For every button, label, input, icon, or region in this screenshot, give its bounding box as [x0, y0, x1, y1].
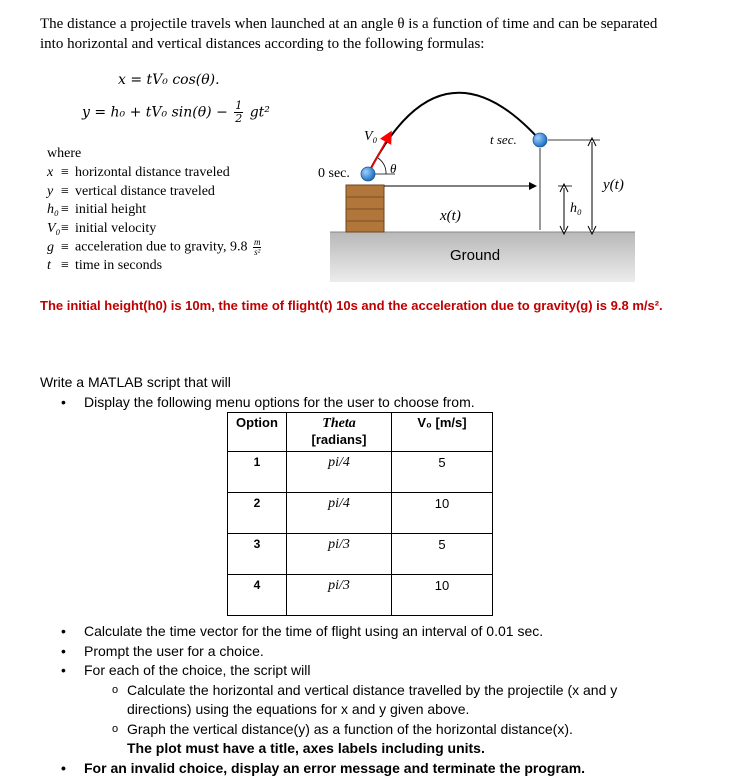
v0-label: V₀: [364, 129, 378, 144]
formula-y-start: y = h₀ + tV₀ sin(θ) −: [82, 105, 228, 121]
definition-t: [47, 257, 263, 276]
symbol: y: [47, 183, 61, 202]
list-item: [64, 661, 617, 681]
equiv: ≡: [61, 257, 75, 276]
bullet-display-menu: [64, 394, 748, 410]
formula-y-end: gt²: [250, 105, 270, 121]
start-ball: [361, 167, 375, 181]
definition-text: time in seconds: [75, 258, 162, 273]
cell-v0: 10: [392, 493, 493, 534]
symbol: t: [47, 257, 61, 276]
unit-denominator: s²: [253, 248, 262, 257]
table-row: [228, 575, 493, 616]
launch-tower: [346, 185, 384, 232]
cell-v0: 10: [392, 575, 493, 616]
cell-theta: pi/3: [287, 575, 392, 616]
cell-theta: pi/4: [287, 452, 392, 493]
bullet-dot: •: [61, 394, 66, 410]
table-row: [228, 493, 493, 534]
list-item-text: Prompt the user for a choice.: [84, 643, 264, 659]
definition-text: horizontal distance traveled: [75, 165, 230, 180]
cell-theta: pi/3: [287, 534, 392, 575]
sub-bullet: o: [112, 681, 118, 701]
bullet-dot: •: [61, 759, 66, 778]
table-row: [228, 534, 493, 575]
formula-fraction: [234, 100, 243, 125]
theta-label: θ: [390, 161, 397, 176]
definition-g: [47, 238, 263, 257]
bullet-dot: •: [61, 642, 66, 662]
ground-label: Ground: [450, 247, 500, 264]
definition-h0: [47, 201, 263, 220]
sub-item-text: The plot must have a title, axes labels including units.: [127, 740, 485, 756]
cell-option: 3: [228, 534, 287, 575]
sub-list-item: [64, 720, 617, 740]
end-ball: [533, 133, 547, 147]
list-item-text: For an invalid choice, display an error message and terminate the program.: [84, 760, 585, 776]
requirements-list: [64, 622, 617, 778]
unit-fraction: [253, 238, 262, 257]
equiv: ≡: [61, 201, 75, 220]
definition-text: vertical distance traveled: [75, 184, 215, 199]
cell-option: 1: [228, 452, 287, 493]
header-v0: V₀ [m/s]: [392, 413, 493, 452]
t1-label: t sec.: [490, 132, 517, 147]
definition-y: [47, 183, 263, 202]
definition-text: initial velocity: [75, 221, 156, 236]
list-item: [64, 622, 617, 642]
header-theta: [287, 413, 392, 452]
sub-list-item: [64, 681, 617, 701]
list-item: [64, 759, 617, 778]
yt-label: y(t): [601, 177, 624, 193]
symbol: x: [47, 164, 61, 183]
where-heading: where: [47, 146, 81, 162]
cell-option: 4: [228, 575, 287, 616]
header-theta-text: Theta: [322, 416, 355, 431]
definition-v0: [47, 220, 263, 239]
sub-list-item-cont: [64, 700, 617, 720]
fraction-numerator: 1: [234, 100, 243, 113]
t0-label: 0 sec.: [318, 166, 350, 181]
bullet-text: Display the following menu options for the user to choose from.: [84, 394, 475, 410]
sub-item-text: directions) using the equations for x and y given above.: [127, 701, 469, 717]
projectile-diagram: [300, 62, 640, 282]
cell-v0: 5: [392, 534, 493, 575]
cell-v0: 5: [392, 452, 493, 493]
xt-label: x(t): [439, 208, 461, 224]
formula-x: x = tV₀ cos(θ).: [118, 72, 220, 88]
instruction-heading: Write a MATLAB script that will: [40, 374, 231, 390]
equiv: ≡: [61, 239, 75, 258]
definition-x: [47, 164, 263, 183]
bullet-dot: •: [61, 622, 66, 642]
table-row: [228, 452, 493, 493]
list-item: [64, 642, 617, 662]
sub-bullet: o: [112, 720, 118, 740]
definition-text: initial height: [75, 202, 146, 217]
menu-options-table: [227, 412, 493, 616]
header-option: Option: [228, 413, 287, 452]
definitions-list: [47, 164, 263, 276]
h0-label: h₀: [570, 201, 582, 216]
symbol: V₀: [47, 220, 61, 239]
formula-y: [82, 100, 270, 125]
unit-numerator: m: [253, 238, 262, 248]
cell-option: 2: [228, 493, 287, 534]
definition-text: acceleration due to gravity, 9.8: [75, 240, 247, 255]
equiv: ≡: [61, 183, 75, 202]
fraction-denominator: 2: [234, 113, 243, 125]
bullet-dot: •: [61, 661, 66, 681]
intro-paragraph: The distance a projectile travels when launched at an angle θ is a function of time and can be separated into horizontal and vertical distances according to the following formulas:: [40, 14, 680, 54]
equiv: ≡: [61, 164, 75, 183]
sub-list-item-bold: [64, 739, 617, 759]
header-theta-unit: [radians]: [312, 432, 367, 447]
given-values: The initial height(h0) is 10m, the time of flight(t) 10s and the acceleration due to gravity(g) is 9.8 m/s².: [40, 296, 680, 315]
symbol: g: [47, 239, 61, 258]
list-item-text: Calculate the time vector for the time of flight using an interval of 0.01 sec.: [84, 623, 543, 639]
angle-arc: [378, 158, 386, 174]
sub-item-text: Graph the vertical distance(y) as a function of the horizontal distance(x).: [127, 721, 573, 737]
table-header-row: [228, 413, 493, 452]
list-item-text: For each of the choice, the script will: [84, 662, 310, 678]
equiv: ≡: [61, 220, 75, 239]
symbol: h₀: [47, 201, 61, 220]
sub-item-text: Calculate the horizontal and vertical distance travelled by the projectile (x and y: [127, 682, 617, 698]
cell-theta: pi/4: [287, 493, 392, 534]
